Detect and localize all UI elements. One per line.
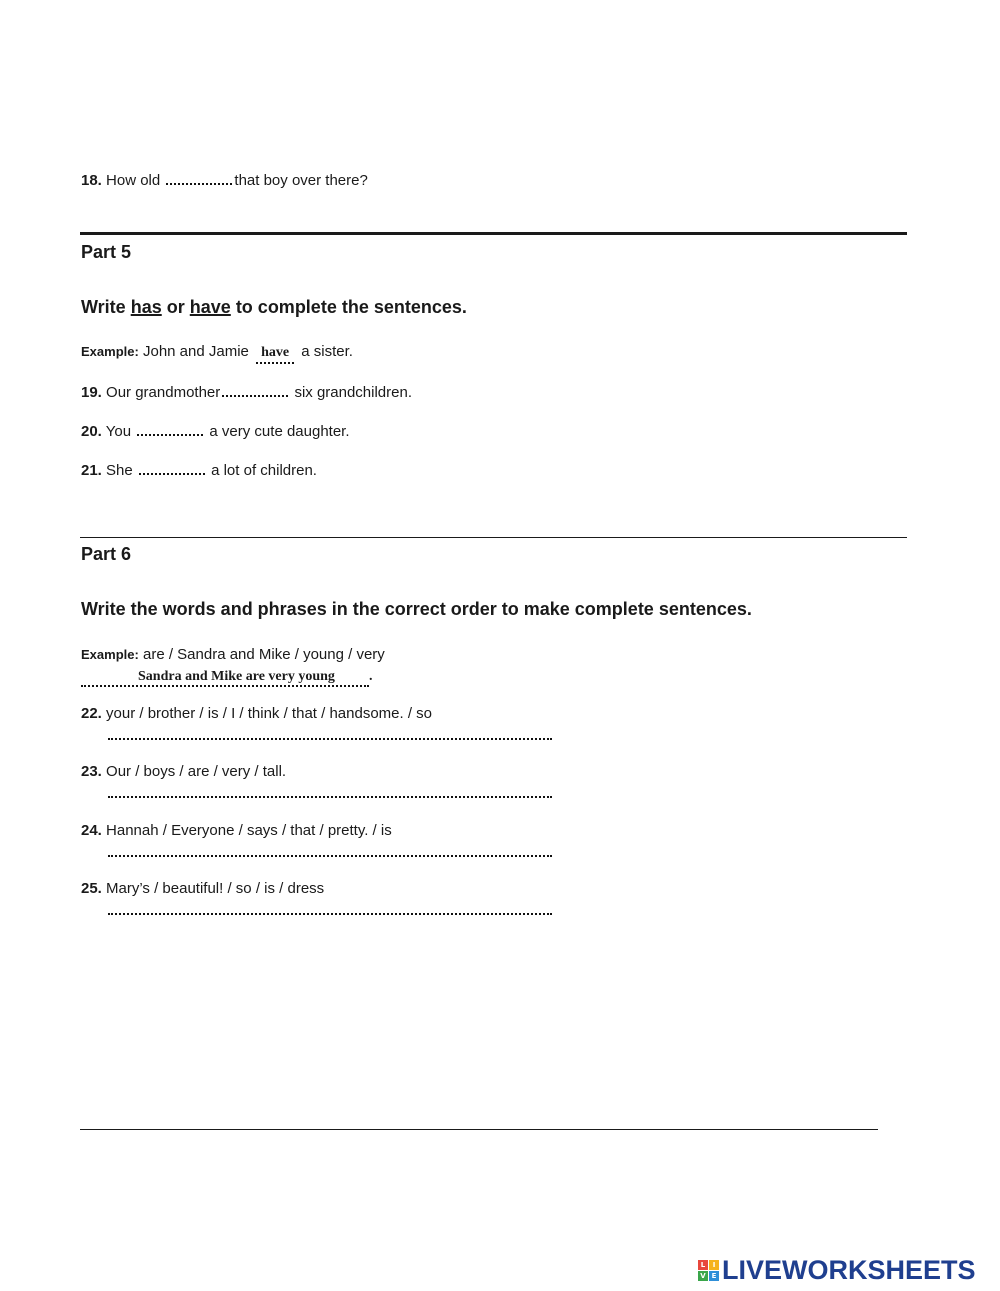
part-6-title: Part 6 — [81, 544, 132, 564]
part-6-example — [81, 646, 385, 664]
question-text-after: a lot of children. — [211, 462, 317, 479]
example-text-before: John and Jamie — [142, 343, 249, 360]
question-words: Hannah / Everyone / says / that / pretty. / is — [106, 822, 392, 839]
logo-text: LIVEWORKSHEETS — [722, 1254, 976, 1285]
example-answer: have — [261, 345, 290, 360]
section-divider — [80, 537, 907, 538]
answer-blank[interactable] — [139, 461, 205, 475]
answer-line-25[interactable] — [108, 913, 552, 915]
part-5-instruction — [81, 297, 467, 318]
example-answer-blank — [256, 343, 294, 364]
instruction-text: or — [166, 297, 185, 317]
question-24 — [81, 822, 392, 840]
question-18 — [81, 171, 368, 190]
question-text-before: She — [106, 462, 133, 479]
question-21 — [81, 461, 317, 480]
part-5-example — [81, 343, 353, 364]
question-number: 25. — [81, 880, 102, 897]
example-answer-blank — [81, 667, 369, 687]
question-words: Our / boys / are / very / tall. — [106, 763, 287, 780]
part-6-instruction: Write the words and phrases in the correct order to make complete sentences. — [81, 599, 752, 619]
question-number: 20. — [81, 423, 102, 440]
question-text-before: Our grandmother — [106, 384, 221, 401]
question-number: 19. — [81, 384, 102, 401]
question-text-before: You — [105, 423, 132, 440]
footer-divider — [80, 1129, 878, 1130]
question-text-after: a very cute daughter. — [209, 423, 350, 440]
instruction-option-has: has — [130, 297, 162, 317]
example-answer: Sandra and Mike are very young — [138, 669, 335, 684]
question-19 — [81, 383, 412, 402]
example-text-after: a sister. — [301, 343, 353, 360]
section-divider — [80, 232, 907, 235]
answer-line-23[interactable] — [108, 796, 552, 798]
instruction-text: to complete the sentences. — [235, 297, 467, 317]
question-text-before: How old — [106, 172, 161, 189]
part-5-title: Part 5 — [81, 242, 132, 262]
instruction-text: Write — [81, 297, 126, 317]
question-text-after: six grandchildren. — [294, 384, 412, 401]
question-number: 24. — [81, 822, 102, 839]
logo-block-l: L — [698, 1260, 708, 1270]
logo-block-e: E — [709, 1271, 719, 1281]
logo-block-v: V — [698, 1271, 708, 1281]
question-text-after: that boy over there? — [234, 172, 368, 189]
logo-block-i: I — [709, 1260, 719, 1270]
question-23 — [81, 763, 286, 781]
question-words: your / brother / is / I / think / that / handsome. / so — [106, 705, 433, 722]
liveworksheets-logo — [698, 1256, 976, 1284]
answer-blank[interactable] — [137, 422, 203, 436]
question-number: 21. — [81, 462, 102, 479]
example-label: Example: — [81, 344, 139, 359]
question-22 — [81, 705, 432, 723]
question-25 — [81, 880, 324, 898]
example-label: Example: — [81, 647, 139, 662]
answer-line-22[interactable] — [108, 738, 552, 740]
answer-blank[interactable] — [222, 383, 288, 397]
example-words: are / Sandra and Mike / young / very — [142, 646, 385, 663]
question-number: 18. — [81, 172, 102, 189]
answer-line-24[interactable] — [108, 855, 552, 857]
question-20 — [81, 422, 350, 441]
question-number: 22. — [81, 705, 102, 722]
answer-blank[interactable] — [166, 171, 232, 185]
question-number: 23. — [81, 763, 102, 780]
instruction-option-have: have — [189, 297, 231, 317]
logo-blocks-icon — [698, 1260, 719, 1281]
part-6-example-answer-line — [81, 667, 372, 687]
question-words: Mary’s / beautiful! / so / is / dress — [106, 880, 325, 897]
example-answer-end: . — [368, 669, 373, 684]
